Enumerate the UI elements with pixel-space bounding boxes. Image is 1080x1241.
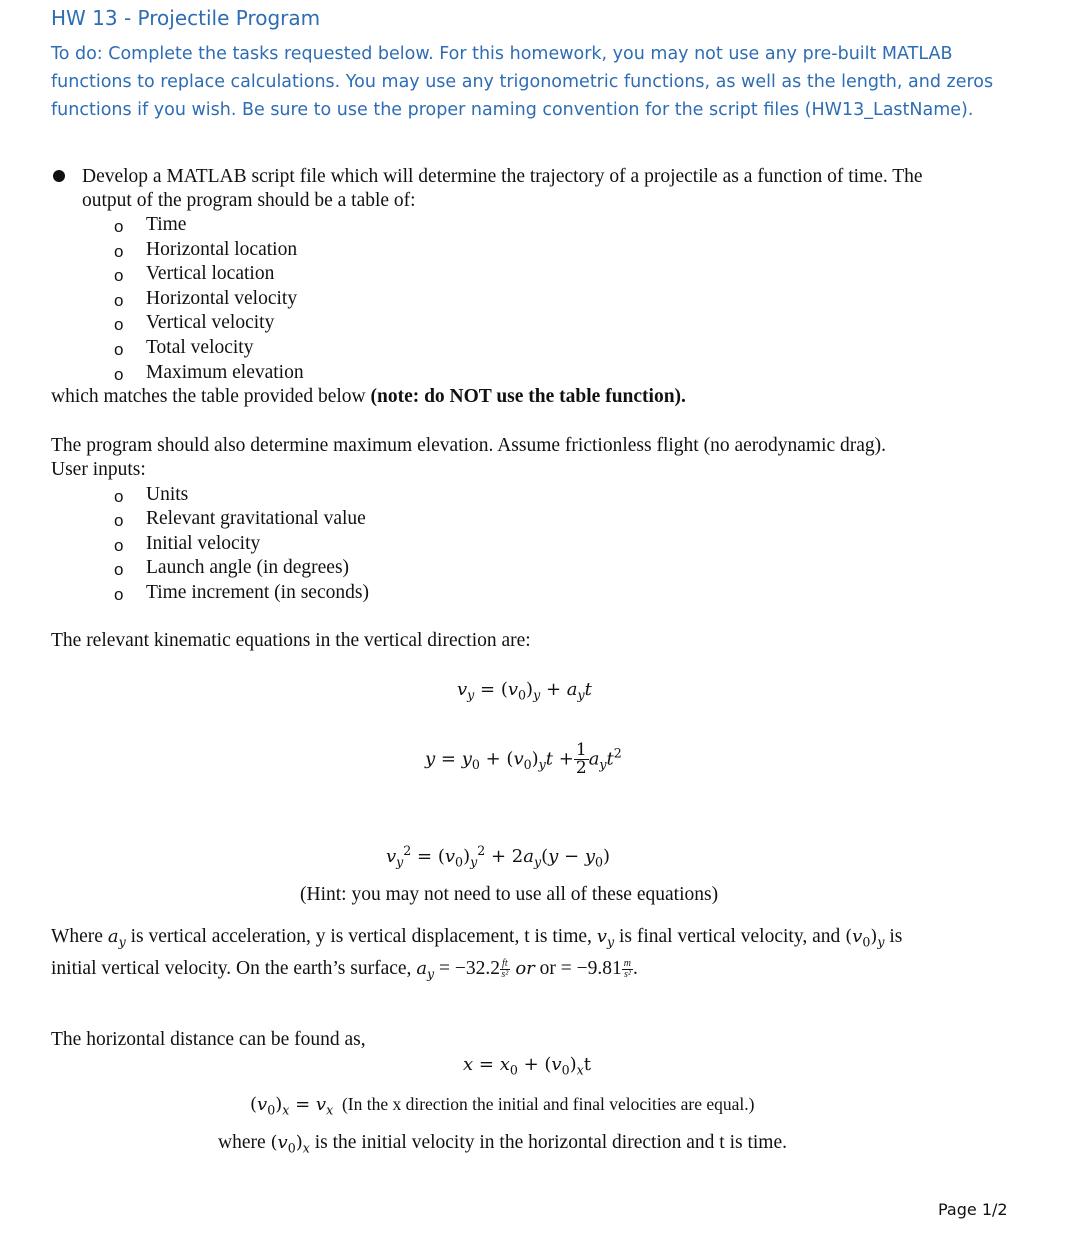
where-text: is vertical acceleration, y is vertical displacement, t is time, <box>125 926 597 947</box>
input-item: Initial velocity <box>146 533 261 554</box>
unit-m: m <box>623 958 632 970</box>
circle-bullet-icon: o <box>114 365 124 384</box>
where-text: where <box>218 1132 271 1153</box>
matches-text: which matches the table provided below <box>51 386 371 407</box>
matches-note: (note: do NOT use the table function). <box>370 386 686 407</box>
circle-bullet-icon: o <box>114 266 124 285</box>
bullet-dot-icon <box>53 170 65 182</box>
page-title: HW 13 - Projectile Program <box>51 6 321 30</box>
input-item: Units <box>146 484 189 505</box>
where-line-1: Where $a_y$ is vertical acceleration, y is vertical displacement, t is time, $v_y$ is final vertical velocity, and $(v_0)_y$ is <box>51 926 903 950</box>
unit-ft: ft <box>502 958 508 970</box>
unit-s2: s² <box>501 969 509 981</box>
circle-bullet-icon: o <box>114 340 124 359</box>
equation-horizontal: $x = x_0 + (v_0)_xt$ <box>463 1054 591 1078</box>
equation-velocity-squared: $v_y^2 = (v_0)_y^2 + 2a_y(y - y_0)$ <box>386 843 611 870</box>
output-item: Horizontal velocity <box>146 288 298 309</box>
output-item: Horizontal location <box>146 239 298 260</box>
equation-velocity: $v_y = (v_0)_y + a_yt$ <box>457 679 592 703</box>
input-item: Relevant gravitational value <box>146 508 366 529</box>
output-item: Time <box>146 214 187 235</box>
equation-position: $y = y_0 + (v_0)_yt$ + $\frac{1}{2}$ $a_yt^2$ <box>425 740 622 778</box>
intro-line-2: functions to replace calculations. You may use any trigonometric functions, as well as the length, and zeros <box>51 72 994 92</box>
equal-note: (In the x direction the initial and final velocities are equal.) <box>341 1094 755 1114</box>
circle-bullet-icon: o <box>114 585 124 604</box>
horizontal-where-line: where $(v_0)_x$ is the initial velocity in the horizontal direction and t is time. <box>218 1132 787 1156</box>
intro-line-1: To do: Complete the tasks requested below. For this homework, you may not use any pre-built MATLAB <box>51 44 953 64</box>
circle-bullet-icon: o <box>114 536 124 555</box>
circle-bullet-icon: o <box>114 291 124 310</box>
circle-bullet-icon: o <box>114 487 124 506</box>
input-item: Launch angle (in degrees) <box>146 557 350 578</box>
gravity-ft-value: = −32.2 <box>434 958 501 979</box>
where-line-2: initial vertical velocity. On the earth’s surface, $a_y = -32.2$ $\frac{ft}{\text{s²}}$ or or = −9.81 $\frac{m}{\text{s²}}$ . <box>51 958 638 982</box>
output-item: Maximum elevation <box>146 362 304 383</box>
circle-bullet-icon: o <box>114 511 124 530</box>
hint-text: (Hint: you may not need to use all of these equations) <box>300 884 719 905</box>
output-item: Total velocity <box>146 337 254 358</box>
input-item: Time increment (in seconds) <box>146 582 369 603</box>
program-line-1: The program should also determine maximum elevation. Assume frictionless flight (no aerodynamic drag). <box>51 435 887 456</box>
matches-line <box>51 386 686 408</box>
bullet-line-1: Develop a MATLAB script file which will determine the trajectory of a projectile as a function of time. The <box>82 166 923 187</box>
horizontal-equal-line: $(v_0)_x = v_x$ (In the x direction the initial and final velocities are equal.) <box>250 1094 755 1118</box>
kinematics-intro: The relevant kinematic equations in the vertical direction are: <box>51 630 531 651</box>
circle-bullet-icon: o <box>114 217 124 236</box>
where-text: is <box>884 926 903 947</box>
where-text: is the initial velocity in the horizontal direction and t is time. <box>309 1132 787 1153</box>
bullet-line-2: output of the program should be a table of: <box>82 190 416 211</box>
output-item: Vertical location <box>146 263 275 284</box>
where-text: Where <box>51 926 108 947</box>
horizontal-intro: The horizontal distance can be found as, <box>51 1029 366 1050</box>
gravity-m-value: or = −9.81 <box>534 958 622 979</box>
where-text: is final vertical velocity, and <box>614 926 846 947</box>
circle-bullet-icon: o <box>114 560 124 579</box>
where-text: initial vertical velocity. On the earth’s surface, <box>51 958 417 979</box>
page-number: Page 1/2 <box>938 1200 1008 1219</box>
output-item: Vertical velocity <box>146 312 275 333</box>
circle-bullet-icon: o <box>114 242 124 261</box>
program-line-2: User inputs: <box>51 459 146 480</box>
circle-bullet-icon: o <box>114 315 124 334</box>
unit-s2: s² <box>623 969 631 981</box>
intro-line-3: functions if you wish. Be sure to use the proper naming convention for the script files (HW13_LastName). <box>51 100 974 120</box>
